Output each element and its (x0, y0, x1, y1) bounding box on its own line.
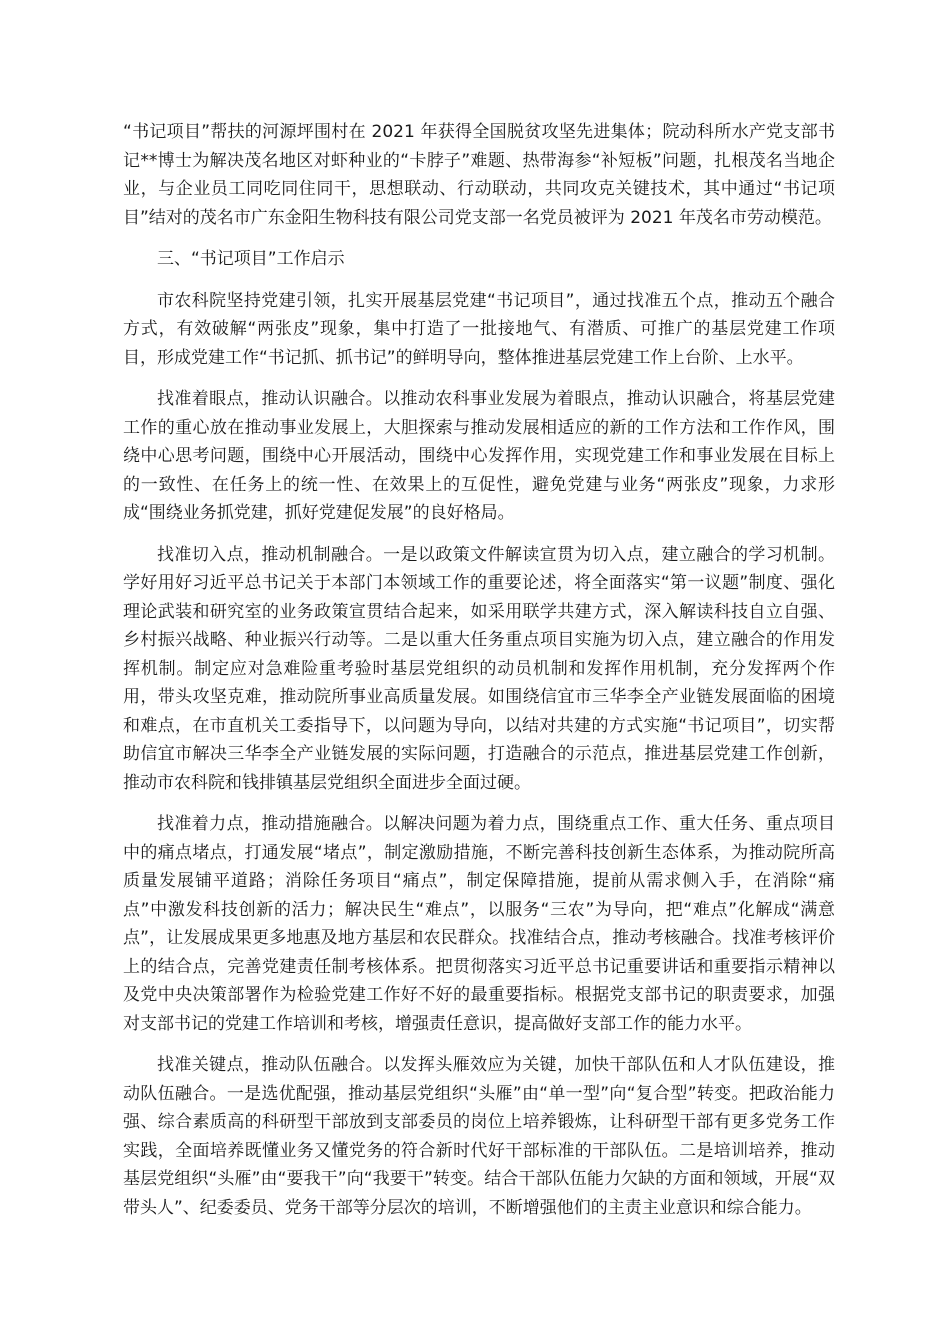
section-heading: 三、“书记项目”工作启示 (157, 249, 345, 269)
paragraph-effort-point: 找准着力点，推动措施融合。以解决问题为着力点，围绕重点工作、重大任务、重点项目中的痛点堵点，打通发展“堵点”，制定激励措施，不断完善科技创新生态体系，为推动院所高质量发展铺平道路；消除任务项目“痛点”，制定保障措施，提前从需求侧入手，在消除“痛点”中激发科技创新的活力；解决民生“难点”，以服务“三农”为导向，把“难点”化解成“满意点”，让发展成果更多地惠及地方基层和农民群众。找准结合点，推动考核融合。找准考核评价上的结合点，完善党建责任制考核体系。把贯彻落实习近平总书记重要讲话和重要指示精神以及党中央决策部署作为检验党建工作好不好的最重要指标。根据党支部书记的职责要求，加强对支部书记的党建工作培训和考核，增强责任意识，提高做好支部工作的能力水平。 (123, 814, 835, 1034)
paragraph-entry-point: 找准切入点，推动机制融合。一是以政策文件解读宣贯为切入点，建立融合的学习机制。学好用好习近平总书记关于本部门本领域工作的重要论述，将全面落实“第一议题”制度、强化理论武装和研究室的业务政策宣贯结合起来，如采用联学共建方式，深入解读科技自立自强、乡村振兴战略、种业振兴行动等。二是以重大任务重点项目实施为切入点，建立融合的作用发挥机制。制定应对急难险重考验时基层党组织的动员机制和发挥作用机制，充分发挥两个作用，带头攻坚克难，推动院所事业高质量发展。如围绕信宜市三华李全产业链发展面临的困境和难点，在市直机关工委指导下，以问题为导向，以结对共建的方式实施“书记项目”，切实帮助信宜市解决三华李全产业链发展的实际问题，打造融合的示范点，推进基层党建工作创新，推动市农科院和钱排镇基层党组织全面进步全面过硬。 (123, 544, 835, 793)
paragraph-intro: 市农科院坚持党建引领，扎实开展基层党建“书记项目”，通过找准五个点，推动五个融合方式，有效破解“两张皮”现象，集中打造了一批接地气、有潜质、可推广的基层党建工作项目，形成党建工作“书记抓、抓书记”的鲜明导向，整体推进基层党建工作上台阶、上水平。 (123, 290, 835, 368)
paragraph-key-point: 找准关键点，推动队伍融合。以发挥头雁效应为关键，加快干部队伍和人才队伍建设，推动队伍融合。一是选优配强，推动基层党组织“头雁”由“单一型”向“复合型”转变。把政治能力强、综合素质高的科研型干部放到支部委员的岗位上培养锻炼，让科研型干部有更多党务工作实践，全面培养既懂业务又懂党务的符合新时代好干部标准的干部队伍。二是培训培养，推动基层党组织“头雁”由“要我干”向“我要干”转变。结合干部队伍能力欠缺的方面和领域，开展“双带头人”、纪委委员、党务干部等分层次的培训，不断增强他们的主责主业意识和综合能力。 (123, 1055, 835, 1218)
document-body (123, 118, 835, 1235)
paragraph-continuation: “书记项目”帮扶的河源坪围村在 2021 年获得全国脱贫攻坚先进集体；院动科所水产党支部书记**博士为解决茂名地区对虾种业的“卡脖子”难题、热带海参“补短板”问题，扎根茂名当地企业，与企业员工同吃同住同干，思想联动、行动联动，共同攻克关键技术，其中通过“书记项目”结对的茂名市广东金阳生物科技有限公司党支部一名党员被评为 2021 年茂名市劳动模范。 (123, 122, 835, 228)
paragraph-focus-point: 找准着眼点，推动认识融合。以推动农科事业发展为着眼点，推动认识融合，将基层党建工作的重心放在推动事业发展上，大胆探索与推动发展相适应的新的工作方法和工作作风，围绕中心思考问题，围绕中心开展活动，围绕中心发挥作用，实现党建工作和事业发展在目标上的一致性、在任务上的统一性、在效果上的互促性，避免党建与业务“两张皮”现象，力求形成“围绕业务抓党建，抓好党建促发展”的良好格局。 (123, 389, 835, 523)
